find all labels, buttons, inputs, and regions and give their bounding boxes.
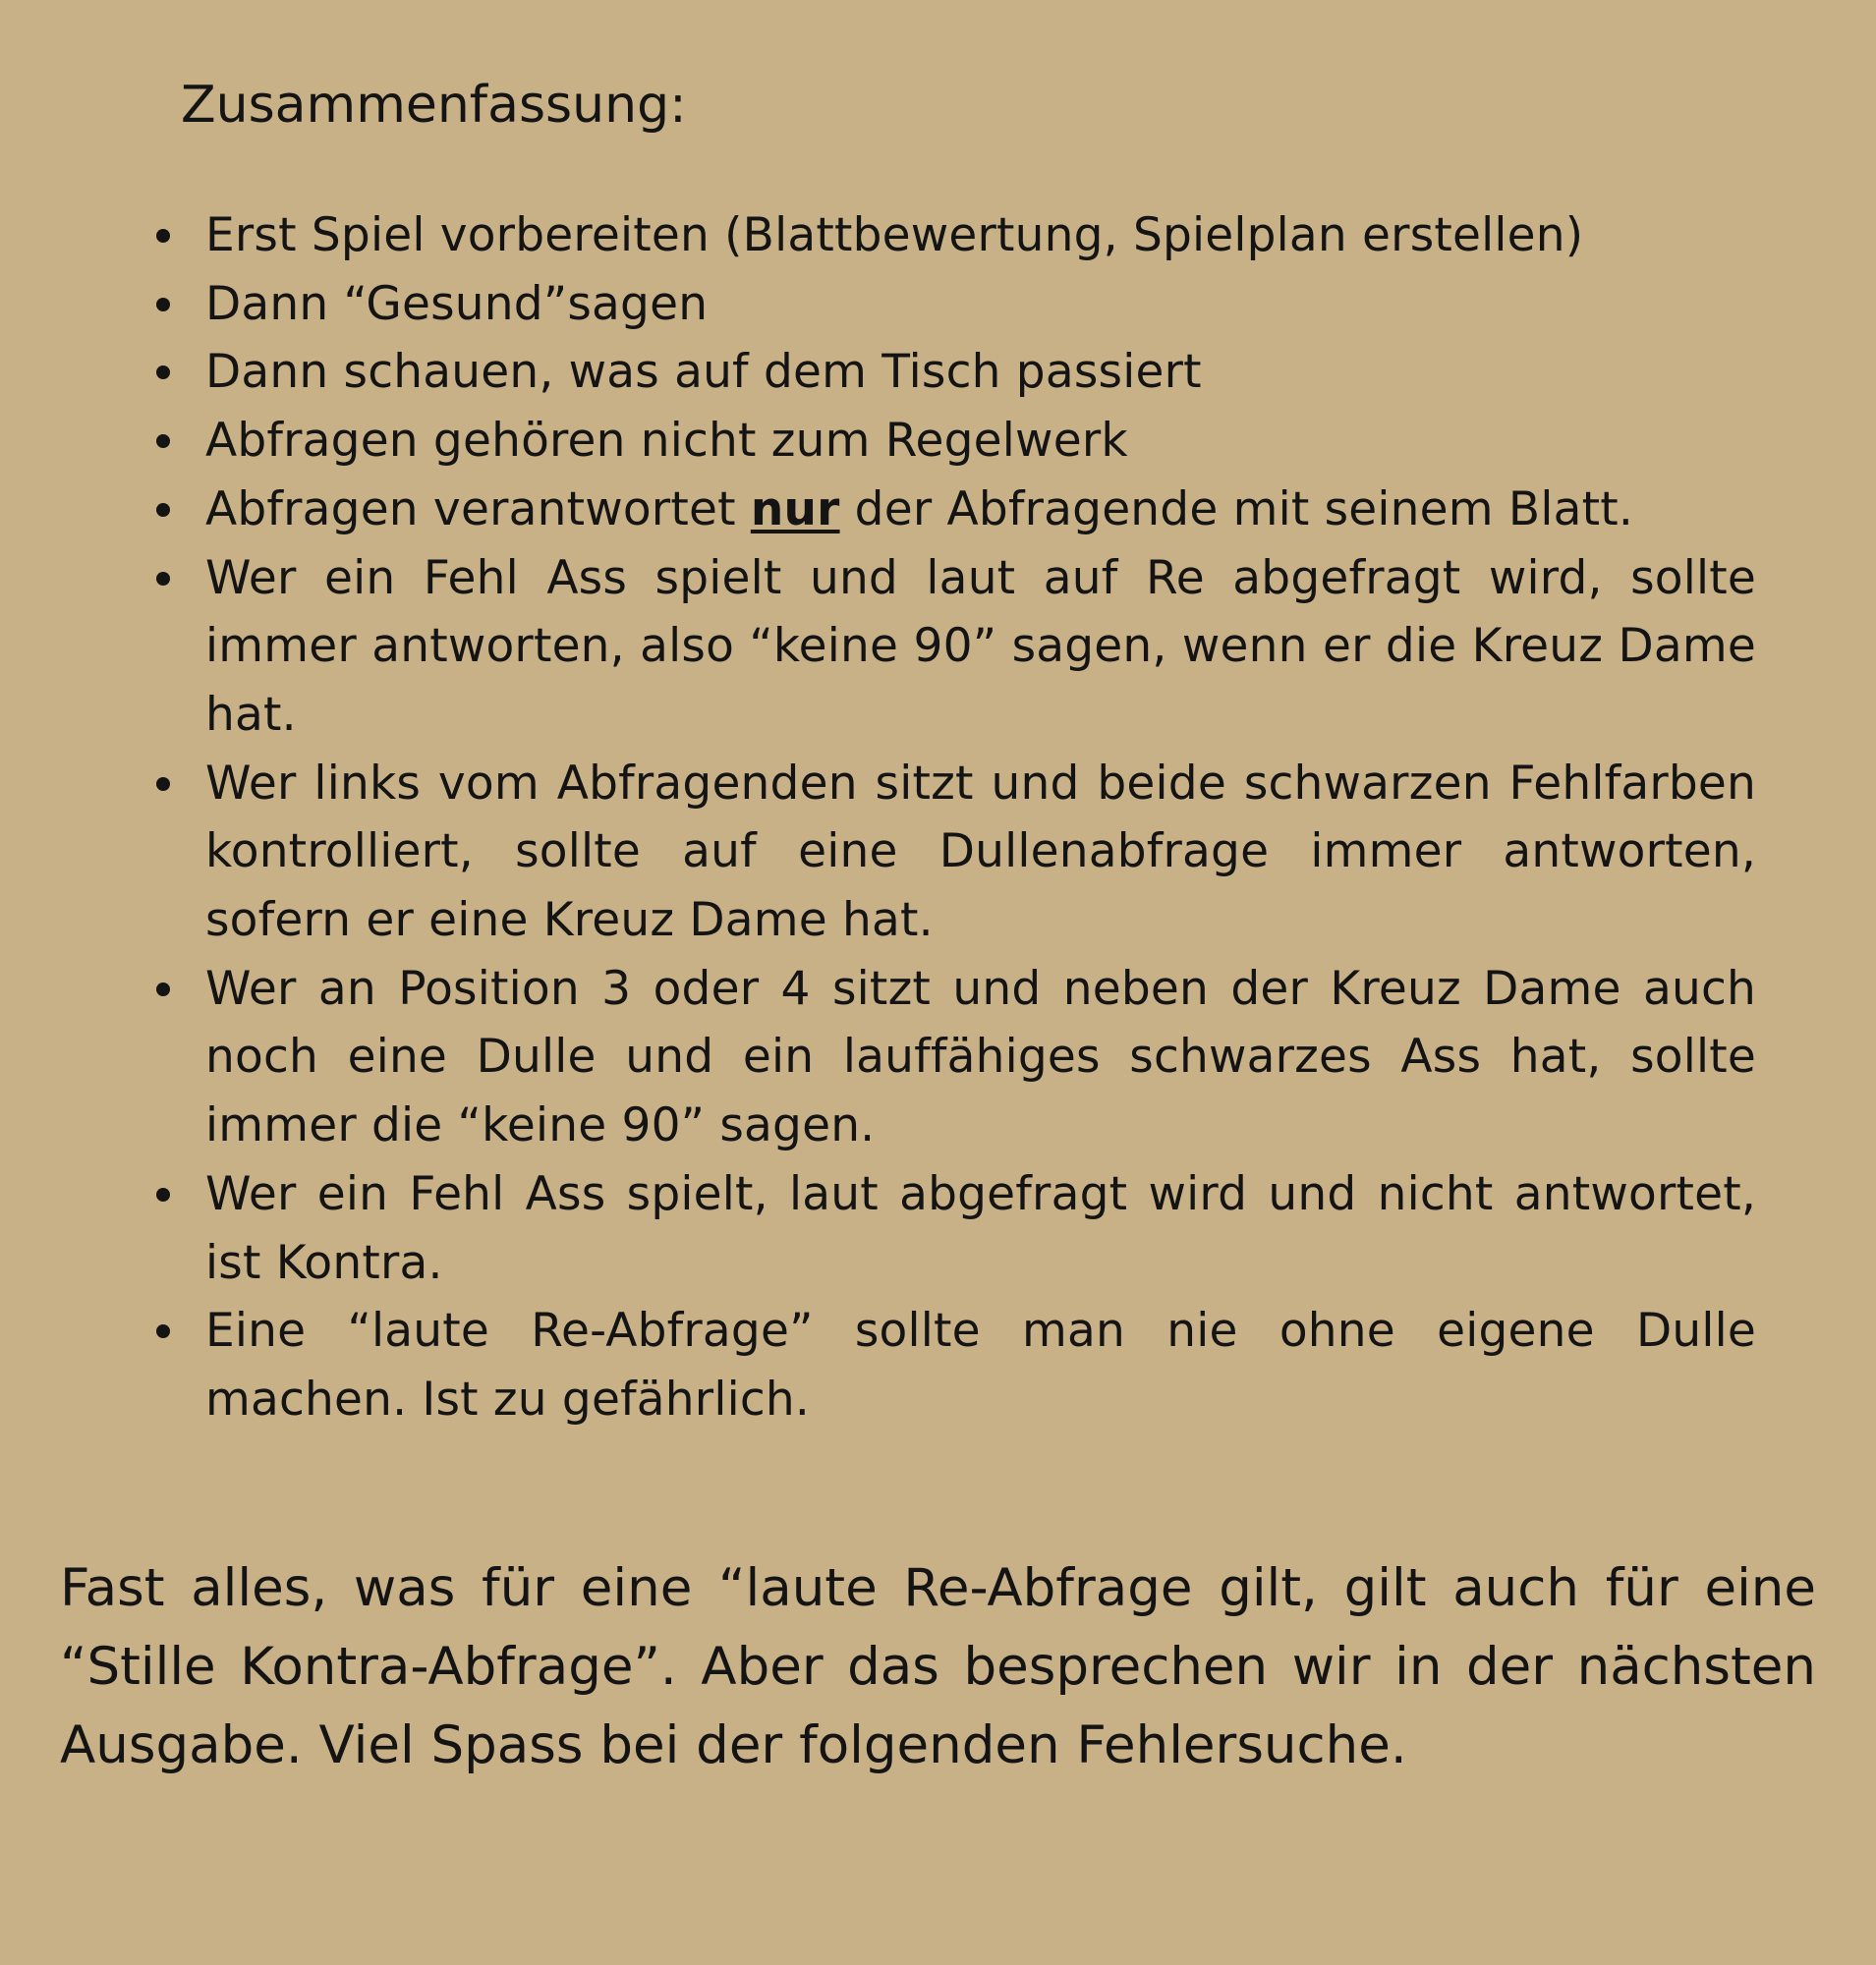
summary-list xyxy=(205,201,1756,1434)
list-item: Eine “laute Re-Abfrage” sollte man nie ohne eigene Dulle machen. Ist zu gefährlich. xyxy=(205,1297,1756,1433)
list-item: Dann “Gesund”sagen xyxy=(205,270,1756,339)
list-item: Wer ein Fehl Ass spielt und laut auf Re abgefragt wird, sollte immer antworten, also “keine 90” sagen, wenn er die Kreuz Dame hat. xyxy=(205,544,1756,750)
closing-paragraph: Fast alles, was für eine “laute Re-Abfrage gilt, gilt auch für eine “Stille Kontra-Abfrage”. Aber das besprechen wir in der nächsten Ausgabe. Viel Spass bei der folgenden Fehlersuche. xyxy=(60,1558,1816,1775)
list-item-text-before: Abfragen verantwortet xyxy=(205,481,751,536)
list-item: Abfragen gehören nicht zum Regelwerk xyxy=(205,407,1756,476)
list-item: Wer links vom Abfragenden sitzt und beide schwarzen Fehlfarben kontrolliert, sollte auf eine Dullenabfrage immer antworten, sofern er eine Kreuz Dame hat. xyxy=(205,750,1756,955)
list-item-text-after: der Abfragende mit seinem Blatt. xyxy=(839,481,1633,536)
summary-heading: Zusammenfassung: xyxy=(181,76,687,135)
emphasis-nur: nur xyxy=(750,481,840,536)
list-item xyxy=(205,476,1756,544)
list-item: Wer ein Fehl Ass spielt, laut abgefragt wird und nicht antwortet, ist Kontra. xyxy=(205,1160,1756,1297)
list-item: Wer an Position 3 oder 4 sitzt und neben der Kreuz Dame auch noch eine Dulle und ein lauffähiges schwarzes Ass hat, sollte immer die “keine 90” sagen. xyxy=(205,955,1756,1160)
list-item: Dann schauen, was auf dem Tisch passiert xyxy=(205,338,1756,407)
list-item: Erst Spiel vorbereiten (Blattbewertung, Spielplan erstellen) xyxy=(205,201,1756,270)
